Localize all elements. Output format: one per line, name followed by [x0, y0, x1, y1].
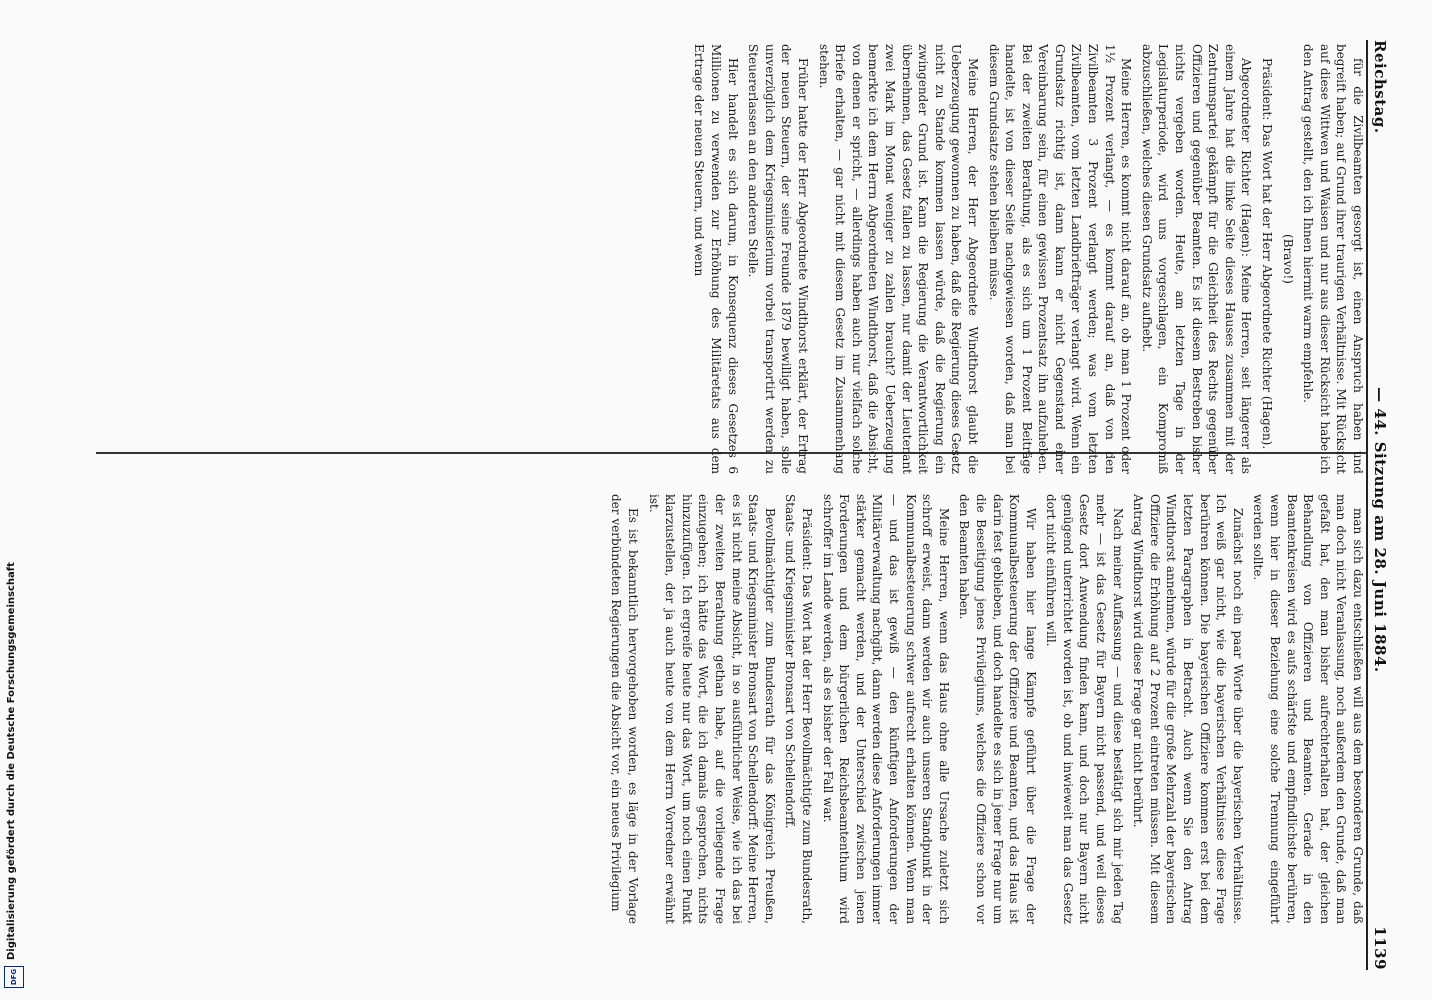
- page-number: 1139: [1371, 926, 1389, 970]
- header-session: — 44. Sitzung am 28. Juni 1884.: [1371, 387, 1389, 673]
- paragraph: Meine Herren, der Herr Abgeordnete Windthorst glaubt die Ueberzeugung gewonnen zu haben, daß die Regierung dieses Gesetz nicht zu Stande kommen lassen würde, daß die Regierung ein zwingender Grund ist. Kann die Regierung die Verantwortlichkeit übernehmen, das Gesetz fallen zu lassen, nur damit der Lieutenant zwei Mark im Monat weniger zu zahlen braucht? Ueberzeugung bemerkte ich dem Herrn Abgeordneten Windthorst, daß die Absicht, von denen er spricht, — allerdings haben auch nur vielfach solche Briefe erhalten, — gar nicht mit diesem Gesetz im Zusammenhang stehen.: [816, 44, 980, 474]
- paragraph: Meine Herren, es kommt nicht darauf an, ob man 1 Prozent oder 1½ Prozent verlangt, — es kommt darauf an, daß von den Zivilbeamten 3 Prozent verlangt werden; was vom letzten Zivilbeamten, vom letzten Landbriefträger verlangt wird. Wenn ein Grundsatz richtig ist, dann kann er nicht Gegenstand einer Vereinbarung sein, für einen gewissen Prozentsatz ihn aufzuheben. Bei der zweiten Berathung, als es sich um 1 Prozent Beiträge handelte, ist von dieser Seite nachgewiesen worden, daß man bei diesem Grundsatze stehen bleiben müsse.: [986, 44, 1134, 474]
- dfg-logo-text: DFG: [10, 968, 18, 986]
- header-chamber: Reichstag.: [1371, 40, 1389, 134]
- applause-note: (Bravo!): [1280, 234, 1295, 284]
- paragraph: Es ist bekanntlich hervorgehoben worden, es läge in der Vorlage der verbündeten Regierungen die Absicht vor, ein neues Privilegium: [609, 494, 641, 924]
- paragraph: Nach meiner Auffassung — und diese bestätigt sich mir jeden Tag mehr — ist das Gesetz für Bayern nicht passend, und weil dieses Gesetz dort Anwendung finden kann, und doch nur Bayern nicht genügend unterrichtet worden ist, ob und inwieweit man das Gesetz dort nicht einführen will.: [1044, 494, 1125, 924]
- paragraph: Meine Herren, wenn das Haus ohne alle Ursache zuletzt sich schroff erweist, dann werden wir auch unseren Standpunkt in der Kommunalbesteuerung schwer aufrecht erhalten können. Wenn man — und das ist gewiß — den künftigen Anforderungen der Militärverwaltung nachgibt, dann werden diese Anforderungen immer stärker gemacht werden, und der Unterschied zwischen jenen Forderungen und dem bürgerlichen Reichsbeamtenthum wird schroffer im Lande werden, als es bisher der Fall war.: [820, 494, 951, 924]
- text-column-left: [604, 494, 1366, 924]
- paragraph: Präsident: Das Wort hat der Herr Bevollmächtigte zum Bundesrath, Staats- und Kriegsminister Bronsart von Schellendorff.: [783, 494, 814, 924]
- paragraph: Präsident: Das Wort hat der Herr Abgeordnete Richter (Hagen).: [1260, 58, 1275, 450]
- digitization-credit: Digitalisierung gefördert durch die Deutsche Forschungsgemeinschaft: [6, 562, 17, 960]
- paragraph: Zunächst noch ein paar Worte über die bayerischen Verhältnisse. Ich weiß gar nicht, wie die bayerischen Verhältnisse diese Frage berühren können. Die bayerischen Offiziere kommen erst bei dem letzten Paragraphen in Betracht. Auch wenn Sie den Antrag Windthorst annehmen, würde für die große Mehrzahl der bayerischen Offiziere die Erhöhung auf 2 Prozent eintreten müssen. Mit diesem Antrag Windthorst wird diese Frage gar nicht berührt.: [1131, 494, 1245, 924]
- paragraph: Abgeordneter Richter (Hagen): Meine Herren, seit längerer als einem Jahre hat die linke Seite dieses Hauses zusammen mit der Zentrumspartei gekämpft für die Gleichheit des Rechts gegenüber Offizieren und gegenüber Beamten. Es ist diesem Bestreben bisher nichts vergeben worden. Heute, am letzten Tage in der Legislaturperiode, wird uns vorgeschlagen, ein Kompromiß abzuschließen, welches diesen Grundsatz aufhebt.: [1139, 44, 1254, 474]
- page-header: [1368, 40, 1392, 970]
- paragraph: Hier handelt es sich darum, in Konsequenz dieses Gesetzes 6 Millionen zu verwenden zur Erhöhung des Militäretats aus dem Ertrage der neuen Steuern, und wenn: [692, 44, 740, 474]
- paragraph: Früher hatte der Herr Abgeordnete Windthorst erklärt, der Ertrag der neuen Steuern, der seine Freunde 1879 bewilligt haben, solle unverzüglich dem Kriegsministerium vorbei transportirt werden zu Steuererlassen an den anderen Stelle.: [746, 44, 810, 474]
- paragraph: Bevollmächtigter zum Bundesrath für das Königreich Preußen, Staats- und Kriegsminister Bronsart von Schellendorff: Meine Herren, es ist nicht meine Absicht, in so ausführlicher Weise, wie ich das bei der zweiten Berathung gethan habe, auf die vorliegende Frage einzugehen; ich hätte das Wort, die ich damals gesprochen, nichts hinzuzufügen. Ich ergreife heute nur das Wort, um noch einen Punkt klarzustellen, der ja auch heute von dem Herrn Vorredner erwähnt ist.: [646, 494, 777, 924]
- paragraph: man sich dazu entschließen will aus dem besonderen Grunde, daß man doch nicht Veranlassung, noch außerdem den Grunde, daß man gefaßt hat, den man bisher aufrechterhalten hat, der gleichen Behandlung von Offizieren und Beamten. Gerade in den Beamtenkreisen wird es aufs schärfste und empfindlichste berühren, wenn hier in dieser Beziehung eine solche Trennung eingeführt werden sollte.: [1251, 494, 1365, 924]
- text-column-right: [687, 44, 1366, 474]
- dfg-logo: [4, 966, 24, 988]
- paragraph: für die Zivilbeamten gesorgt ist, einen Anspruch haben und begreift haben; auf Grund ihrer traurigen Verhältnisse. Mit Rücksicht auf diese Wittwen und Waisen und nur aus dieser Rücksicht habe ich den Antrag gestellt, den ich Ihnen hiermit warm empfehle.: [1301, 44, 1365, 474]
- paragraph: Wir haben hier lange Kämpfe geführt über die Frage der Kommunalbesteuerung der Offiziere und Beamten, und das Haus ist darin fest geblieben, und doch handelte es sich in jener Frage nur um die Beseitigung jenes Privilegiums, welches die Offiziere schon vor den Beamten haben.: [957, 494, 1038, 924]
